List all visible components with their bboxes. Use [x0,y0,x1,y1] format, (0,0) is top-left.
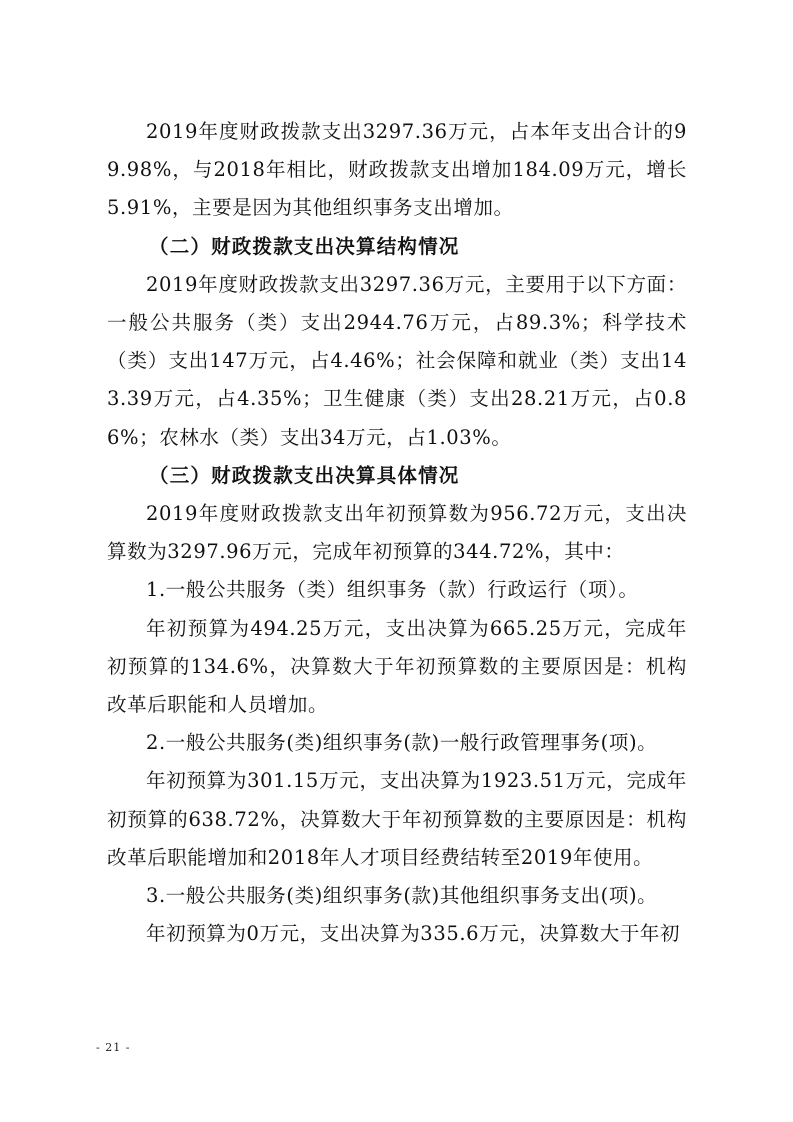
paragraph-item-3-title: 3.一般公共服务(类)组织事务(款)其他组织事务支出(项)。 [146,884,658,908]
paragraph-item-1-detail: 年初预算为494.25万元，支出决算为665.25万元，完成年初预算的134.6%，决算数大于年初预算数的主要原因是：机构改革后职能和人员增加。 [107,616,687,717]
document-body [107,113,687,953]
paragraph-item-2-detail: 年初预算为301.15万元，支出决算为1923.51万元，完成年初预算的638.72%，决算数大于年初预算数的主要原因是：机构改革后职能增加和2018年人才项目经费结转至2019年使用。 [107,769,687,869]
paragraph-budget-summary: 2019年度财政拨款支出年初预算数为956.72万元，支出决算数为3297.96万元，完成年初预算的344.72%，其中： [107,502,687,564]
page-number: - 21 - [96,1041,131,1054]
section-heading-structure: （二）财政拨款支出决算结构情况 [149,234,460,258]
paragraph-item-2-title: 2.一般公共服务(类)组织事务(款)一般行政管理事务(项)。 [146,731,658,755]
paragraph-item-1-title: 1.一般公共服务（类）组织事务（款）行政运行（项）。 [146,578,639,602]
section-heading-details: （三）财政拨款支出决算具体情况 [149,463,460,487]
paragraph-expenditure-structure: 2019年度财政拨款支出3297.36万元，主要用于以下方面：一般公共服务（类）支出2944.76万元，占89.3%；科学技术（类）支出147万元，占4.46%；社会保障和就业（类）支出143.39万元，占4.35%；卫生健康（类）支出28.21万元，占0.86%；农林水（类）支出34万元，占1.03%。 [107,272,687,449]
paragraph-total-expenditure: 2019年度财政拨款支出3297.36万元，占本年支出合计的99.98%，与2018年相比，财政拨款支出增加184.09万元，增长5.91%，主要是因为其他组织事务支出增加。 [107,120,687,220]
paragraph-item-3-detail: 年初预算为0万元，支出决算为335.6万元，决算数大于年初 [146,922,681,946]
